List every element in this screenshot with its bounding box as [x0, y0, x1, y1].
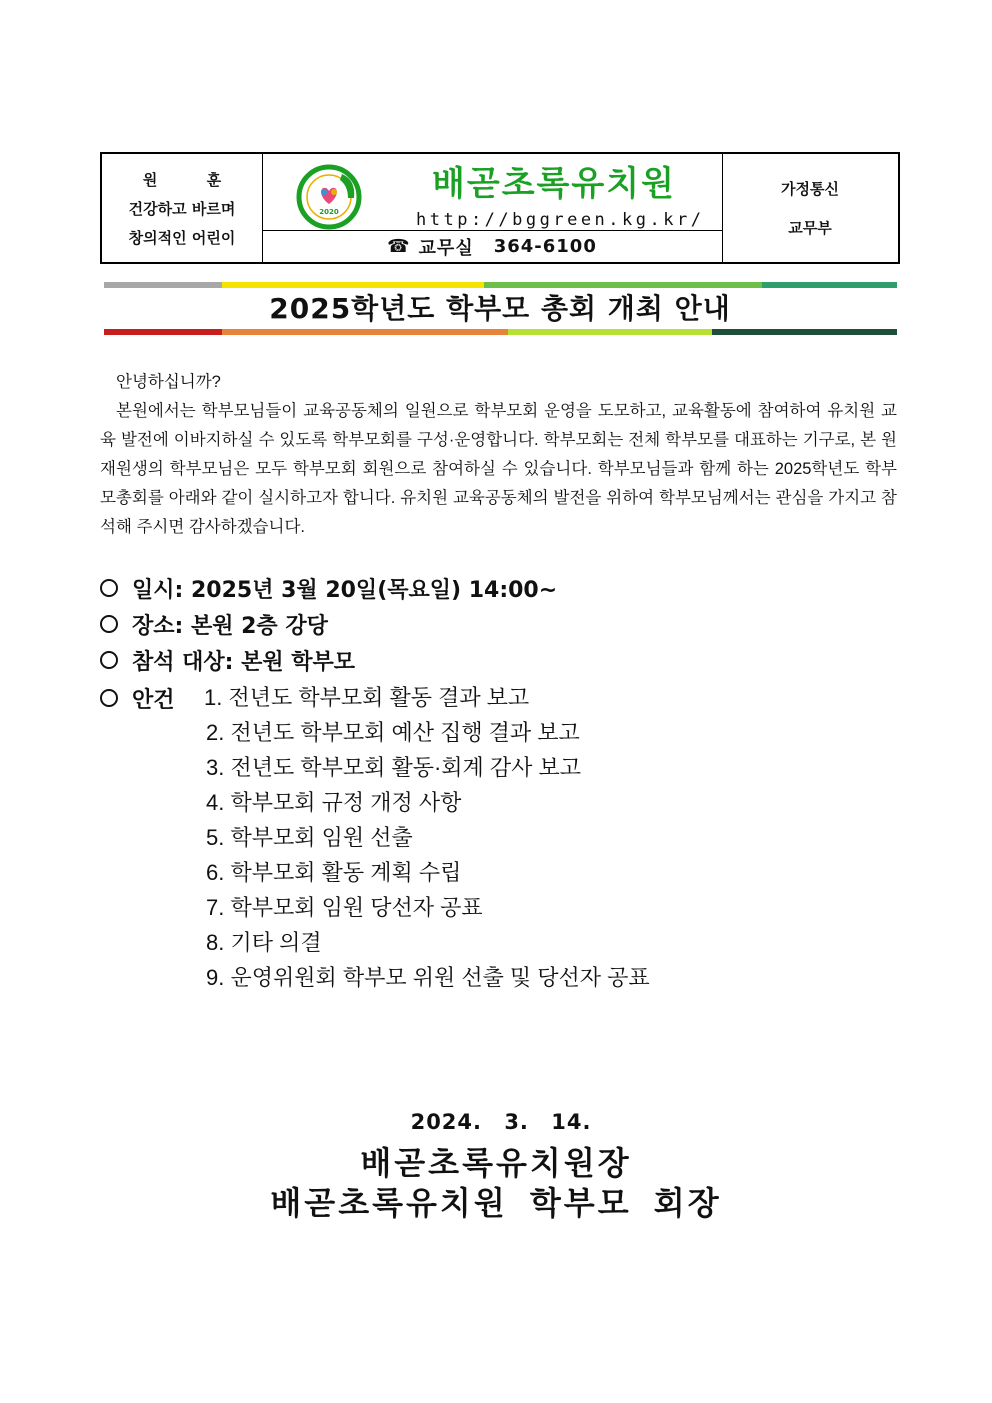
circle-bullet-icon	[100, 579, 118, 597]
agenda-item: 5. 학부모회 임원 선출	[206, 825, 413, 850]
motto-line-2: 창의적인 어린이	[128, 228, 236, 247]
school-info-cell	[262, 154, 723, 262]
detail-place	[100, 606, 900, 642]
issue-date: 2024. 3. 14.	[410, 1110, 592, 1134]
telephone-icon: ☎	[387, 236, 411, 257]
school-url[interactable]: http://bggreen.kg.kr/	[416, 210, 705, 230]
agenda-label: 안건	[132, 687, 175, 713]
motto-cell	[102, 154, 263, 262]
detail-attendees-text: 참석 대상: 본원 학부모	[132, 649, 356, 675]
letterhead	[100, 152, 900, 264]
event-details	[100, 570, 900, 678]
body-paragraph: 본원에서는 학부모님들이 교육공동체의 일원으로 학부모회 운영을 도모하고, 교육활동에 참여하여 유치원 교육 발전에 이바지하실 수 있도록 학부모회를 구성·운영합니다. 학부모회는 전체 학부모를 대표하는 기구로, 본 원 재원생의 학부모님은 모두 학부모회 회원으로 참여하실 수 있습니다. 학부모님들과 함께 하는 2025학년도 학부모총회를 아래와 같이 실시하고자 합니다. 유치원 교육공동체의 발전을 위하여 학부모님께서는 관심을 가지고 참석해 주시면 감사하겠습니다.	[100, 402, 897, 536]
agenda-item: 6. 학부모회 활동 계획 수립	[206, 860, 462, 885]
motto-title: 원 훈	[142, 170, 244, 189]
logo-child-left	[321, 189, 327, 195]
divider-bottom-2	[222, 329, 508, 335]
agenda-list	[204, 680, 650, 995]
agenda-item: 4. 학부모회 규정 개정 사항	[206, 790, 462, 815]
detail-place-text: 장소: 본원 2층 강당	[132, 613, 328, 639]
circle-bullet-icon	[100, 651, 118, 669]
agenda	[100, 680, 900, 990]
agenda-item: 1. 전년도 학부모회 활동 결과 보고	[204, 685, 530, 710]
greeting: 안녕하십니까?	[116, 373, 221, 391]
logo-child-right	[331, 189, 337, 195]
signer-parent-president: 배곧초록유치원 학부모 회장	[270, 1184, 722, 1222]
signer-principal: 배곧초록유치원장	[360, 1144, 632, 1182]
divider-bottom-1	[104, 329, 222, 335]
motto-line-1: 건강하고 바르며	[128, 199, 236, 218]
school-banner	[262, 154, 722, 230]
agenda-item: 7. 학부모회 임원 당선자 공표	[206, 895, 483, 920]
divider-bottom-3	[508, 329, 712, 335]
detail-attendees	[100, 642, 900, 678]
circle-bullet-icon	[100, 615, 118, 633]
phone-label: 교무실	[418, 237, 474, 259]
school-logo	[296, 164, 362, 230]
category-cell	[722, 154, 898, 262]
phone-row	[262, 230, 722, 262]
circle-bullet-icon	[100, 689, 118, 707]
agenda-item: 8. 기타 의결	[206, 930, 322, 955]
phone-number: 364-6100	[493, 236, 597, 257]
detail-date-text: 일시: 2025년 3월 20일(목요일) 14:00~	[132, 577, 558, 603]
agenda-item: 9. 운영위원회 학부모 위원 선출 및 당선자 공표	[206, 965, 650, 990]
department-label: 교무부	[788, 219, 832, 237]
body-text	[100, 368, 897, 542]
agenda-item: 2. 전년도 학부모회 예산 집행 결과 보고	[206, 720, 580, 745]
logo-year: 2020	[319, 208, 339, 216]
divider-bottom-4	[712, 329, 897, 335]
detail-date	[100, 570, 900, 606]
page-title: 2025학년도 학부모 총회 개최 안내	[269, 292, 731, 325]
school-name: 배곧초록유치원	[432, 164, 676, 204]
agenda-item: 3. 전년도 학부모회 활동·회계 감사 보고	[206, 755, 582, 780]
category-label: 가정통신	[781, 180, 839, 198]
